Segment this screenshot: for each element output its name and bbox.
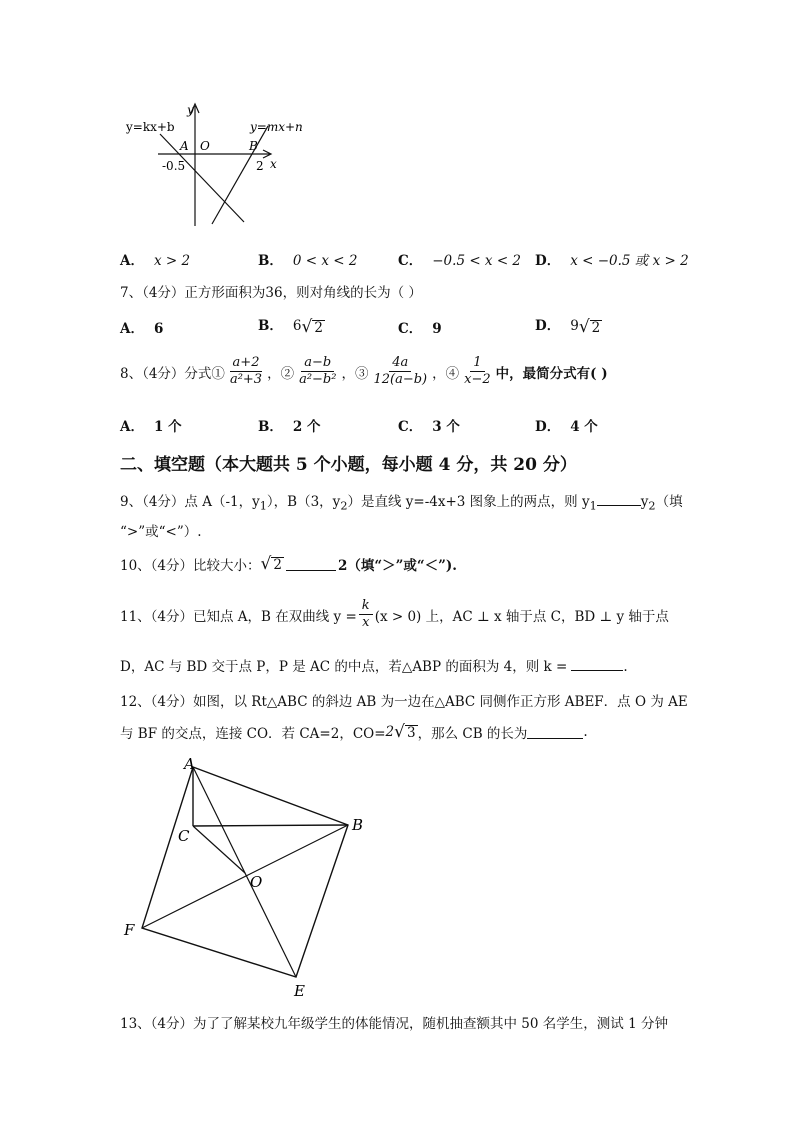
vertex-a-label: A (184, 755, 195, 773)
q12-answer-blank (527, 726, 583, 739)
tick-left-label: -0.5 (162, 159, 186, 173)
tick-right-label: 2 (256, 159, 264, 173)
q6-option-a[interactable]: A． x > 2 (120, 253, 191, 269)
q6-option-b[interactable]: B． 0 < x < 2 (258, 253, 358, 269)
vertex-f-label: F (124, 921, 135, 939)
q13-line1: 13、（4分）为了了解某校九年级学生的体能情况，随机抽查额其中 50 名学生，测试 1 分钟 (120, 1016, 668, 1032)
label-line2: y=mx+n (250, 120, 303, 134)
q9-answer-blank (597, 493, 641, 506)
q6-option-d[interactable]: D． x < −0.5 或 x > 2 (535, 253, 689, 269)
diagonal-bf (142, 825, 348, 928)
q12-line2: 与 BF 的交点，连接 CO．若 CA=2，CO= 2 √ 3 ，那么 CB 的长为 . (120, 722, 588, 742)
fraction-k-over-x: $\frac{k}{x}$ (359, 598, 373, 631)
point-b-label: B (249, 139, 258, 153)
q7-option-a[interactable]: A． 6 (120, 321, 164, 337)
origin-label: O (200, 139, 210, 153)
fraction-1: $\frac{a+2}{\text{a²+3}}$ (229, 355, 263, 387)
section-2-title: 二、填空题（本大题共 5 个小题，每小题 4 分，共 20 分） (120, 455, 577, 475)
q11-line1: 11、（4分）已知点 A，B 在双曲线 y = $\frac{k}{x}$ (x > 0) 上，AC ⊥ x 轴于点 C，BD ⊥ y 轴于点 (120, 598, 669, 630)
q6-option-c[interactable]: C． −0.5 < x < 2 (398, 253, 522, 269)
sqrt-symbol: √ 2 (260, 554, 282, 574)
q7-option-d[interactable]: D． 9 √ 2 (535, 316, 601, 337)
q10-answer-blank (286, 558, 336, 571)
fraction-3: $\frac{4a}{12(a-b)}$ (373, 355, 428, 387)
fraction-2: $\frac{a-b}{\text{a²−b²}}$ (299, 355, 337, 387)
q10-stem: 10、（4分）比较大小： √ 2 2（填“＞”或“＜”). (120, 554, 458, 574)
q9-line1: 9、（4分）点 A（-1，$y_1$），B（3，$y_2$）是直线 y=-4x+3 图象上的两点，则 $y_1$ $y_2$（填 (120, 494, 683, 513)
fraction-4: $\frac{1}{x-2}$ (464, 355, 491, 387)
segment-cb (193, 825, 348, 826)
sqrt-symbol: √ 2 (301, 316, 323, 337)
two-lines-graph (118, 98, 303, 230)
vertex-c-label: C (178, 827, 190, 845)
square-geometry-figure (118, 752, 378, 1002)
q12-line1: 12、（4分）如图，以 Rt△ABC 的斜边 AB 为一边在△ABC 同侧作正方形 ABEF．点 O 为 AE (120, 694, 688, 710)
sqrt-symbol: √ 2 (578, 316, 601, 337)
q8-option-c[interactable]: C． 3 个 (398, 419, 460, 435)
q11-answer-blank (571, 658, 623, 671)
q7-option-c[interactable]: C． 9 (398, 321, 442, 337)
q8-option-a[interactable]: A． 1 个 (120, 419, 182, 435)
q7-option-b[interactable]: B． 6 √ 2 (258, 316, 323, 337)
vertex-e-label: E (294, 982, 305, 1000)
q8-option-d[interactable]: D． 4 个 (535, 419, 598, 435)
vertex-b-label: B (352, 816, 364, 834)
sqrt-symbol: √ 3 (394, 722, 416, 742)
q8-stem: 8、（4分）分式① $\frac{a+2}{\text{a²+3}}$ ，② $\frac{a-b}{\text{a²−b²}}$ ，③ $\frac{4a}{12(a-b)}$ ，④ $\frac{1}{x-2}$ 中，最简分式有( ) (120, 355, 608, 387)
q9-line2: “>”或“<”）. (120, 524, 202, 540)
line-mx-n (212, 126, 268, 224)
center-o-label: O (250, 873, 263, 891)
segment-co (193, 826, 245, 873)
q7-stem: 7、（4分）正方形面积为36，则对角线的长为（ ） (120, 285, 422, 301)
q11-line2: D，AC 与 BD 交于点 P，P 是 AC 的中点，若△ABP 的面积为 4，则 k = . (120, 659, 628, 675)
y-axis-label: y (187, 103, 194, 117)
x-axis-label: x (270, 157, 277, 171)
label-line1: y=kx+b (126, 120, 175, 134)
q8-option-b[interactable]: B． 2 个 (258, 419, 321, 435)
point-a-label: A (180, 139, 189, 153)
